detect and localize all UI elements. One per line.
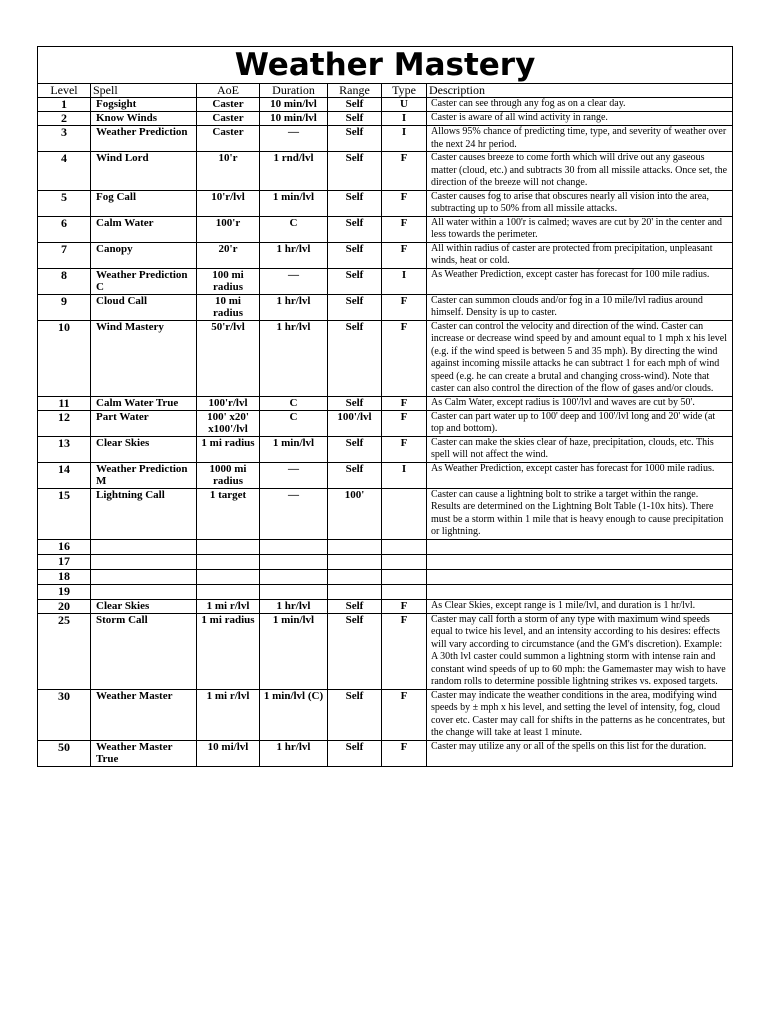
cell-type: I [382,126,427,152]
cell-range: Self [328,190,382,216]
table-row [38,740,733,766]
header-spell: Spell [91,84,197,98]
cell-aoe: 10'r/lvl [197,190,260,216]
table-row [38,98,733,112]
cell-type: U [382,98,427,112]
table-row [38,554,733,569]
cell-spell: Cloud Call [91,294,197,320]
cell-duration: 1 rnd/lvl [260,152,328,191]
cell-description: As Clear Skies, except range is 1 mile/lvl, and duration is 1 hr/lvl. [427,599,733,613]
title-row [38,47,733,84]
table-row [38,584,733,599]
cell-type: F [382,689,427,740]
cell-aoe: 1 mi radius [197,613,260,689]
header-level: Level [38,84,91,98]
cell-description: Caster can control the velocity and direction of the wind. Caster can increase or decrease wind speed by and amount equal to 1 mph x his level (e.g. if the wind speed is between 5 and 35 mph). By directing the wind against incoming missile attacks he can subtract 1 for each mph of wind speed (e.g. he can create a brutal and changing cross-wind). Note that caster can also control the direction of the flow of gases and/or clouds. [427,320,733,396]
cell-range: 100' [328,488,382,539]
cell-range: Self [328,689,382,740]
cell-level: 19 [38,584,91,599]
cell-level: 1 [38,98,91,112]
cell-type [382,539,427,554]
cell-level: 9 [38,294,91,320]
cell-spell: Wind Lord [91,152,197,191]
cell-level: 50 [38,740,91,766]
cell-level: 2 [38,112,91,126]
table-row [38,689,733,740]
cell-level: 20 [38,599,91,613]
cell-range: Self [328,396,382,410]
cell-description: Caster can make the skies clear of haze, precipitation, clouds, etc. This spell will not affect the wind. [427,436,733,462]
cell-aoe: 1 mi radius [197,436,260,462]
cell-level: 13 [38,436,91,462]
cell-type: I [382,462,427,488]
cell-type: F [382,599,427,613]
cell-spell: Canopy [91,242,197,268]
cell-duration: 1 min/lvl [260,190,328,216]
cell-aoe: 1000 mi radius [197,462,260,488]
cell-range: Self [328,462,382,488]
cell-duration: C [260,410,328,436]
cell-duration [260,539,328,554]
cell-spell: Clear Skies [91,599,197,613]
cell-duration: 1 min/lvl (C) [260,689,328,740]
table-row [38,126,733,152]
cell-description [427,569,733,584]
header-range: Range [328,84,382,98]
cell-level: 11 [38,396,91,410]
cell-duration: — [260,268,328,294]
cell-duration [260,554,328,569]
cell-spell: Lightning Call [91,488,197,539]
cell-spell: Weather Master [91,689,197,740]
cell-type: F [382,320,427,396]
cell-duration: — [260,126,328,152]
cell-range: Self [328,599,382,613]
cell-spell: Calm Water True [91,396,197,410]
cell-spell [91,584,197,599]
cell-aoe: 10 mi radius [197,294,260,320]
cell-aoe: 10 mi/lvl [197,740,260,766]
table-row [38,462,733,488]
cell-duration: 1 min/lvl [260,436,328,462]
cell-description [427,584,733,599]
table-row [38,539,733,554]
cell-spell: Fog Call [91,190,197,216]
cell-aoe: 1 mi r/lvl [197,689,260,740]
header-row [38,84,733,98]
cell-range: Self [328,112,382,126]
cell-aoe: 100 mi radius [197,268,260,294]
table-row [38,294,733,320]
cell-level: 30 [38,689,91,740]
cell-range [328,539,382,554]
cell-duration: — [260,462,328,488]
cell-level: 10 [38,320,91,396]
table-row [38,190,733,216]
cell-type: F [382,410,427,436]
cell-description: Caster can cause a lightning bolt to strike a target within the range. Results are determined on the Lightning Bolt Table (1-10x hits). There must be a storm within 1 mile that is heavy enough to cause precipitation or lightning. [427,488,733,539]
cell-description: Caster may utilize any or all of the spells on this list for the duration. [427,740,733,766]
cell-range: 100'/lvl [328,410,382,436]
cell-range: Self [328,294,382,320]
cell-aoe: 50'r/lvl [197,320,260,396]
cell-aoe: 10'r [197,152,260,191]
spell-rows [38,98,733,767]
cell-description: As Calm Water, except radius is 100'/lvl and waves are cut by 50'. [427,396,733,410]
cell-type: F [382,613,427,689]
cell-description: Caster can see through any fog as on a clear day. [427,98,733,112]
cell-duration: 1 hr/lvl [260,320,328,396]
cell-type: F [382,396,427,410]
cell-level: 6 [38,216,91,242]
cell-spell: Calm Water [91,216,197,242]
spell-table [37,46,733,767]
cell-spell: Weather Prediction C [91,268,197,294]
cell-type [382,584,427,599]
cell-description: Caster may call forth a storm of any type with maximum wind speeds equal to twice his level, and an intensity according to his desires: effects will vary according to circumstance (and the GM's discretion). Example: A 30th lvl caster could summon a lightning storm with intense rain and constant wind speeds of up to 60 mph: the Gamemaster may wish to have random rolls to determine possible lightning strikes vs. exposed targets. [427,613,733,689]
cell-level: 12 [38,410,91,436]
cell-description: Caster causes fog to arise that obscures nearly all vision into the area, subtracting up to 50% from all missile attacks. [427,190,733,216]
cell-type: F [382,242,427,268]
table-row [38,242,733,268]
cell-type [382,488,427,539]
cell-range: Self [328,216,382,242]
cell-spell: Clear Skies [91,436,197,462]
cell-description: Caster causes breeze to come forth which will drive out any gaseous matter (cloud, etc.) and subtracts 30 from all missile attacks. Once set, the direction of the breeze will not change. [427,152,733,191]
cell-level: 16 [38,539,91,554]
cell-spell [91,554,197,569]
cell-duration: — [260,488,328,539]
table-row [38,613,733,689]
cell-description: Caster can part water up to 100' deep and 100'/lvl long and 20' wide (at top and bottom). [427,410,733,436]
cell-aoe: Caster [197,126,260,152]
cell-level: 5 [38,190,91,216]
cell-aoe: 20'r [197,242,260,268]
cell-aoe: 1 target [197,488,260,539]
cell-range: Self [328,152,382,191]
cell-range: Self [328,740,382,766]
cell-type [382,554,427,569]
cell-range [328,569,382,584]
table-row [38,436,733,462]
cell-spell: Part Water [91,410,197,436]
cell-duration [260,569,328,584]
cell-aoe [197,554,260,569]
cell-duration: 1 hr/lvl [260,242,328,268]
cell-duration: C [260,396,328,410]
table-row [38,396,733,410]
cell-spell: Weather Prediction [91,126,197,152]
cell-aoe [197,539,260,554]
cell-aoe: 1 mi r/lvl [197,599,260,613]
spell-list-sheet [37,46,732,767]
cell-range: Self [328,242,382,268]
table-row [38,268,733,294]
cell-description: Allows 95% chance of predicting time, type, and severity of weather over the next 24 hr period. [427,126,733,152]
cell-description: As Weather Prediction, except caster has forecast for 100 mile radius. [427,268,733,294]
cell-range [328,554,382,569]
table-row [38,216,733,242]
cell-level: 3 [38,126,91,152]
cell-aoe [197,569,260,584]
cell-aoe: Caster [197,98,260,112]
cell-level: 18 [38,569,91,584]
cell-aoe: 100'r/lvl [197,396,260,410]
cell-level: 8 [38,268,91,294]
cell-level: 7 [38,242,91,268]
cell-type: F [382,216,427,242]
table-row [38,599,733,613]
cell-type: F [382,740,427,766]
cell-type: F [382,190,427,216]
cell-description [427,539,733,554]
table-row [38,112,733,126]
cell-range: Self [328,320,382,396]
cell-spell: Wind Mastery [91,320,197,396]
cell-type: F [382,436,427,462]
cell-type [382,569,427,584]
cell-type: F [382,152,427,191]
cell-range: Self [328,98,382,112]
cell-type: F [382,294,427,320]
header-description: Description [427,84,733,98]
header-type: Type [382,84,427,98]
cell-duration: 1 hr/lvl [260,599,328,613]
cell-aoe: 100' x20' x100'/lvl [197,410,260,436]
table-row [38,152,733,191]
header-duration: Duration [260,84,328,98]
cell-description: As Weather Prediction, except caster has forecast for 1000 mile radius. [427,462,733,488]
cell-type: I [382,112,427,126]
cell-level: 15 [38,488,91,539]
cell-range: Self [328,613,382,689]
cell-description [427,554,733,569]
cell-level: 25 [38,613,91,689]
cell-spell: Weather Master True [91,740,197,766]
cell-range: Self [328,268,382,294]
cell-duration: 10 min/lvl [260,112,328,126]
cell-level: 4 [38,152,91,191]
cell-spell: Know Winds [91,112,197,126]
cell-description: Caster is aware of all wind activity in range. [427,112,733,126]
cell-duration: 1 min/lvl [260,613,328,689]
table-row [38,320,733,396]
cell-type: I [382,268,427,294]
cell-level: 17 [38,554,91,569]
cell-spell: Storm Call [91,613,197,689]
cell-description: All water within a 100'r is calmed; waves are cut by 20' in the center and less towards the perimeter. [427,216,733,242]
cell-spell: Fogsight [91,98,197,112]
table-row [38,569,733,584]
table-row [38,410,733,436]
cell-aoe: Caster [197,112,260,126]
title-cell [38,47,733,84]
cell-duration: C [260,216,328,242]
cell-range: Self [328,436,382,462]
cell-duration [260,584,328,599]
cell-duration: 10 min/lvl [260,98,328,112]
page-title: Weather Mastery [234,47,536,83]
cell-range: Self [328,126,382,152]
cell-description: All within radius of caster are protected from precipitation, unpleasant winds, heat or cold. [427,242,733,268]
cell-spell [91,569,197,584]
cell-description: Caster may indicate the weather conditions in the area, modifying wind speeds by ± mph x his level, and setting the level of intensity, fog, cloud cover etc. Caster may call for shifts in the patterns as he concentrates, but the change will take at least 1 minute. [427,689,733,740]
cell-spell: Weather Prediction M [91,462,197,488]
cell-spell [91,539,197,554]
cell-aoe: 100'r [197,216,260,242]
cell-description: Caster can summon clouds and/or fog in a 10 mile/lvl radius around himself. Density is up to caster. [427,294,733,320]
cell-aoe [197,584,260,599]
header-aoe: AoE [197,84,260,98]
cell-duration: 1 hr/lvl [260,740,328,766]
cell-level: 14 [38,462,91,488]
cell-duration: 1 hr/lvl [260,294,328,320]
cell-range [328,584,382,599]
table-row [38,488,733,539]
